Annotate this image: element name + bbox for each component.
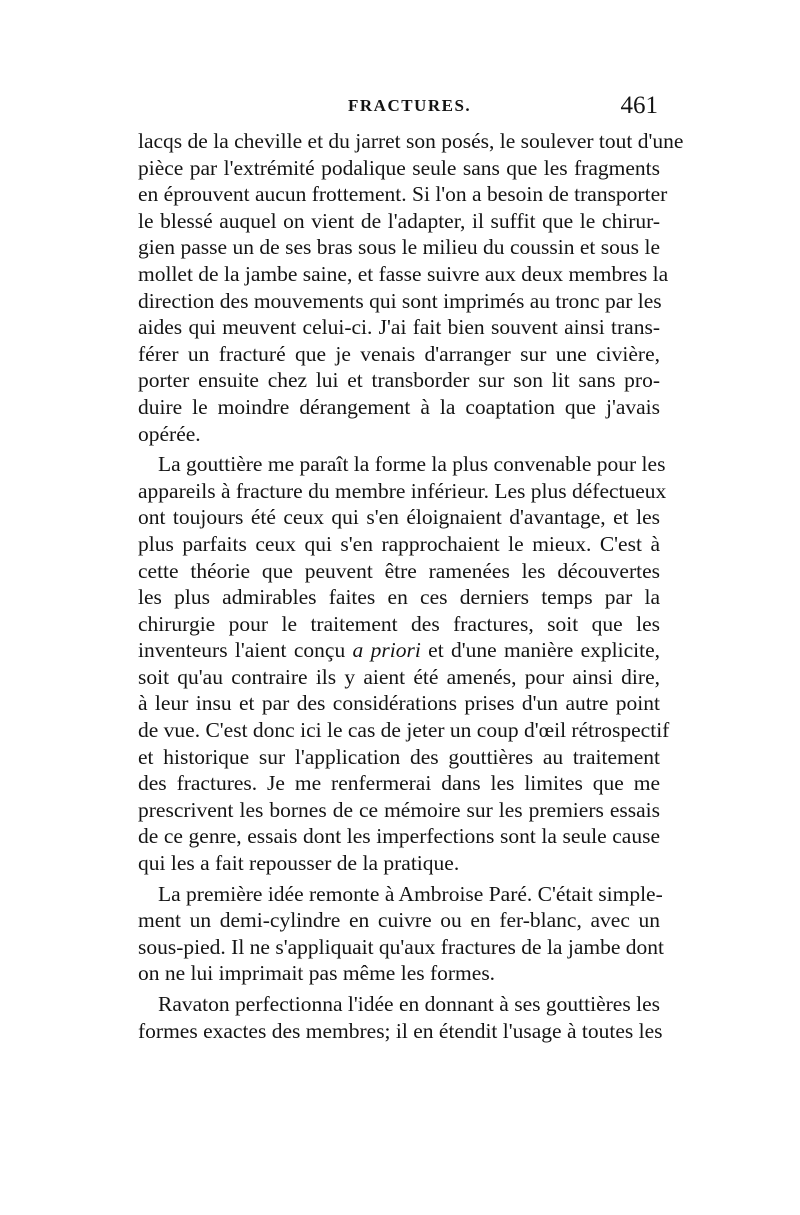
- text-line: La gouttière me paraît la forme la plus convenable pour les: [158, 452, 666, 477]
- running-head-title: FRACTURES.: [348, 96, 472, 115]
- text-line: aides qui meuvent celui-ci. J'ai fait bien souvent ainsi trans-: [138, 315, 660, 340]
- text-line: ont toujours été ceux qui s'en éloignaient d'avantage, et les: [138, 505, 660, 530]
- running-head: [138, 92, 658, 132]
- text-line: La première idée remonte à Ambroise Paré. C'était simple-: [158, 881, 663, 906]
- text-line: férer un fracturé que je venais d'arranger sur une civière,: [138, 341, 660, 366]
- text-line: le blessé auquel on vient de l'adapter, il suffit que le chirur-: [138, 208, 660, 233]
- text-segment: et d'une manière explicite,: [428, 638, 660, 663]
- text-line: sous-pied. Il ne s'appliquait qu'aux fractures de la jambe dont: [138, 934, 664, 959]
- text-body: [138, 128, 684, 1044]
- text-line: gien passe un de ses bras sous le milieu du coussin et sous le: [138, 235, 660, 260]
- text-line: en éprouvent aucun frottement. Si l'on a besoin de transporter: [138, 182, 668, 207]
- paragraph-4: [138, 991, 663, 1044]
- text-line: appareils à fracture du membre inférieur. Les plus défectueux: [138, 478, 667, 503]
- text-line: plus parfaits ceux qui s'en rapprochaient le mieux. C'est à: [138, 531, 660, 556]
- text-line: duire le moindre dérangement à la coaptation que j'avais: [138, 394, 660, 419]
- text-line: soit qu'au contraire ils y aient été amenés, pour ainsi dire,: [138, 664, 660, 689]
- text-line: lacqs de la cheville et du jarret son posés, le soulever tout d'une: [138, 129, 684, 153]
- text-line: cette théorie que peuvent être ramenées les découvertes: [138, 558, 660, 583]
- italic-phrase: a priori: [352, 638, 421, 663]
- text-line: prescrivent les bornes de ce mémoire sur les premiers essais: [138, 797, 660, 822]
- text-line: qui les a fait repousser de la pratique.: [138, 851, 460, 876]
- text-line: on ne lui imprimait pas même les formes.: [138, 961, 496, 986]
- text-line: ment un demi-cylindre en cuivre ou en fer-blanc, avec un: [138, 908, 660, 933]
- text-line: pièce par l'extrémité podalique seule sans que les fragments: [138, 155, 660, 180]
- text-line: mollet de la jambe saine, et fasse suivre aux deux membres la: [138, 261, 669, 286]
- paragraph-2: [138, 451, 670, 877]
- text-line: à leur insu et par des considérations prises d'un autre point: [138, 691, 660, 716]
- paragraph-1: [138, 128, 684, 447]
- text-line: porter ensuite chez lui et transborder sur son lit sans pro-: [138, 368, 660, 393]
- text-line: formes exactes des membres; il en étendit l'usage à toutes les: [138, 1018, 663, 1043]
- text-segment: inventeurs l'aient conçu: [138, 638, 346, 663]
- text-line: de vue. C'est donc ici le cas de jeter un coup d'œil rétrospectif: [138, 718, 670, 743]
- text-line: Ravaton perfectionna l'idée en donnant à ses gouttières les: [158, 992, 660, 1016]
- paragraph-3: [138, 881, 664, 987]
- text-line: opérée.: [138, 421, 201, 446]
- page-number: 461: [620, 92, 658, 119]
- text-line-mixed: [138, 637, 660, 664]
- text-line: direction des mouvements qui sont imprimés au tronc par les: [138, 288, 662, 313]
- text-line: chirurgie pour le traitement des fractures, soit que les: [138, 611, 660, 636]
- text-line: les plus admirables faites en ces derniers temps par la: [138, 585, 660, 610]
- text-line: des fractures. Je me renfermerai dans les limites que me: [138, 771, 660, 796]
- text-line: et historique sur l'application des gouttières au traitement: [138, 744, 660, 769]
- text-line: de ce genre, essais dont les imperfections sont la seule cause: [138, 824, 660, 849]
